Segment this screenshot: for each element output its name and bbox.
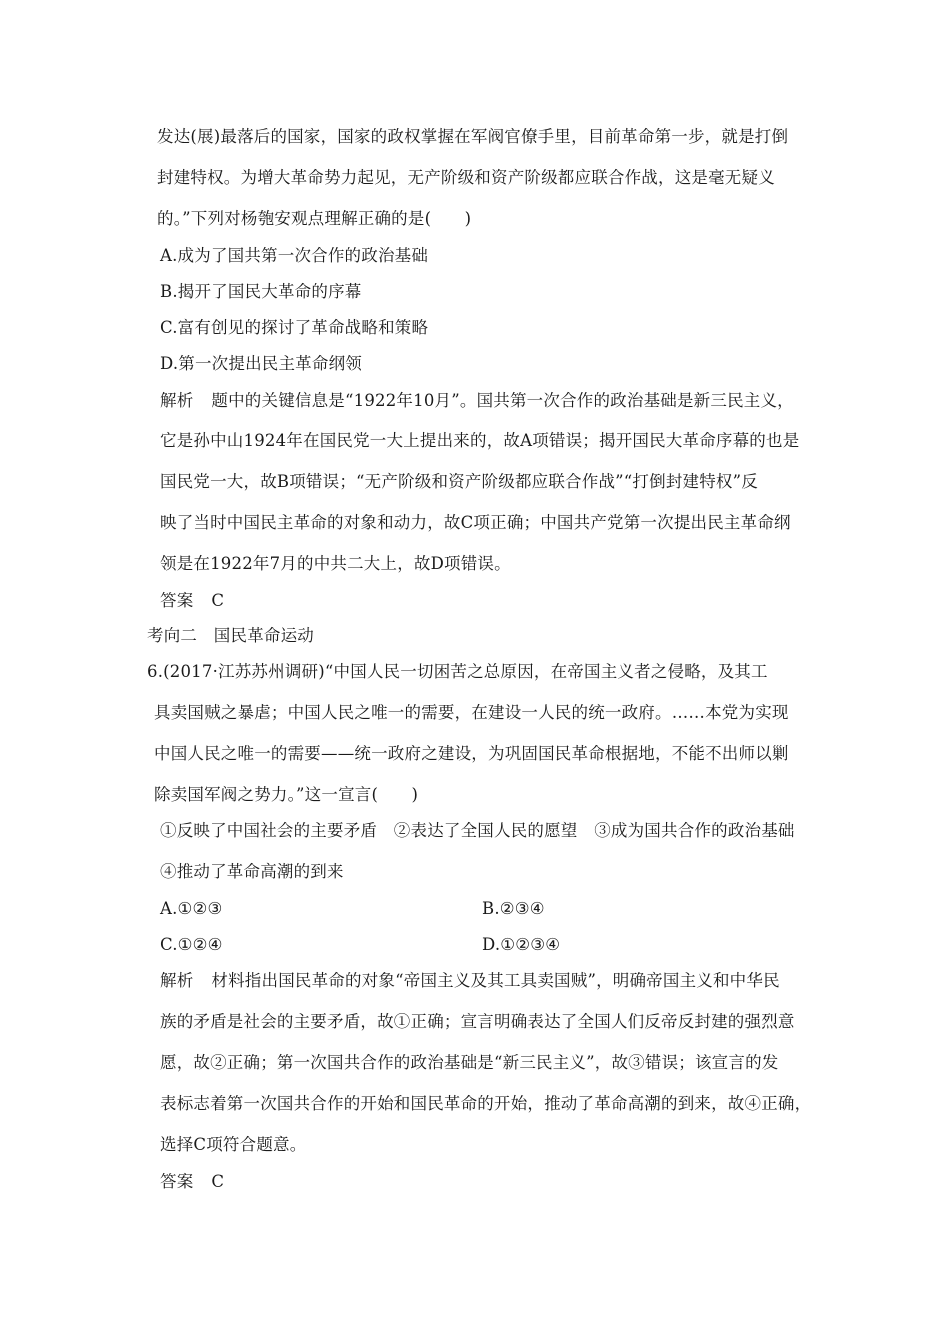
q5-analysis-line-3: 国民党一大，故B项错误；“无产阶级和资产阶级都应联合作战”“打倒封建特权”反 <box>160 472 758 491</box>
q5-answer-value: C <box>211 591 225 610</box>
q5-analysis-line-2: 它是孙中山1924年在国民党一大上提出来的，故A项错误；揭开国民大革命序幕的也是 <box>160 431 800 450</box>
section-heading: 考向二 国民革命运动 <box>147 626 314 645</box>
q5-stem-line-1: 发达(展)最落后的国家，国家的政权掌握在军阀官僚手里，目前革命第一步，就是打倒 <box>157 127 789 146</box>
q6-answer-value: C <box>211 1172 225 1191</box>
q5-answer <box>160 590 224 612</box>
q6-analysis-line-5: 选择C项符合题意。 <box>160 1135 307 1154</box>
q6-stem-line-3: 中国人民之唯一的需要——统一政府之建设，为巩固国民革命根据地，不能不出师以剿 <box>154 744 789 763</box>
q5-option-c: C.富有创见的探讨了革命战略和策略 <box>160 318 429 337</box>
q6-statements-line-2: ④推动了革命高潮的到来 <box>160 862 344 881</box>
q6-analysis-line-4: 表标志着第一次国共合作的开始和国民革命的开始，推动了革命高潮的到来，故④正确， <box>160 1094 812 1113</box>
q5-answer-label: 答案 <box>160 591 194 610</box>
q6-analysis-line-3: 愿，故②正确；第一次国共合作的政治基础是“新三民主义”，故③错误；该宣言的发 <box>160 1053 779 1072</box>
q5-analysis-text-1: 题中的关键信息是“1922年10月”。国共第一次合作的政治基础是新三民主义， <box>211 391 794 410</box>
q6-analysis-line-1 <box>160 970 780 992</box>
q6-stem-line-4: 除卖国军阀之势力。”这一宣言( ) <box>154 785 419 804</box>
q5-analysis-line-5: 领是在1922年7月的中共二大上，故D项错误。 <box>160 554 511 573</box>
q6-option-b: B.②③④ <box>482 899 545 918</box>
q5-option-d: D.第一次提出民主革命纲领 <box>160 354 362 373</box>
q5-option-a: A.成为了国共第一次合作的政治基础 <box>160 246 429 265</box>
q6-analysis-text-1: 材料指出国民革命的对象“帝国主义及其工具卖国贼”，明确帝国主义和中华民 <box>211 971 780 990</box>
q6-analysis-line-2: 族的矛盾是社会的主要矛盾，故①正确；宣言明确表达了全国人们反帝反封建的强烈意 <box>160 1012 795 1031</box>
q6-answer-label: 答案 <box>160 1172 194 1191</box>
q6-stem-line-1: 6.(2017·江苏苏州调研)“中国人民一切困苦之总原因，在帝国主义者之侵略，及其工 <box>147 662 768 681</box>
q5-analysis-line-4: 映了当时中国民主革命的对象和动力，故C项正确；中国共产党第一次提出民主革命纲 <box>160 513 791 532</box>
q6-stem-line-2: 具卖国贼之暴虐；中国人民之唯一的需要，在建设一人民的统一政府。……本党为实现 <box>154 703 789 722</box>
q5-option-b: B.揭开了国民大革命的序幕 <box>160 282 362 301</box>
q6-option-a: A.①②③ <box>160 899 223 918</box>
q6-analysis-label: 解析 <box>160 971 194 990</box>
q5-analysis-label: 解析 <box>160 391 194 410</box>
q6-option-d: D.①②③④ <box>482 935 561 954</box>
q6-statements-line-1: ①反映了中国社会的主要矛盾 ②表达了全国人民的愿望 ③成为国共合作的政治基础 <box>160 821 795 840</box>
q5-stem-line-2: 封建特权。为增大革命势力起见，无产阶级和资产阶级都应联合作战，这是毫无疑义 <box>157 168 775 187</box>
q5-analysis-line-1 <box>160 390 794 412</box>
q6-option-c: C.①②④ <box>160 935 223 954</box>
q5-stem-line-3: 的。”下列对杨匏安观点理解正确的是( ) <box>157 209 472 228</box>
q6-answer <box>160 1171 224 1193</box>
